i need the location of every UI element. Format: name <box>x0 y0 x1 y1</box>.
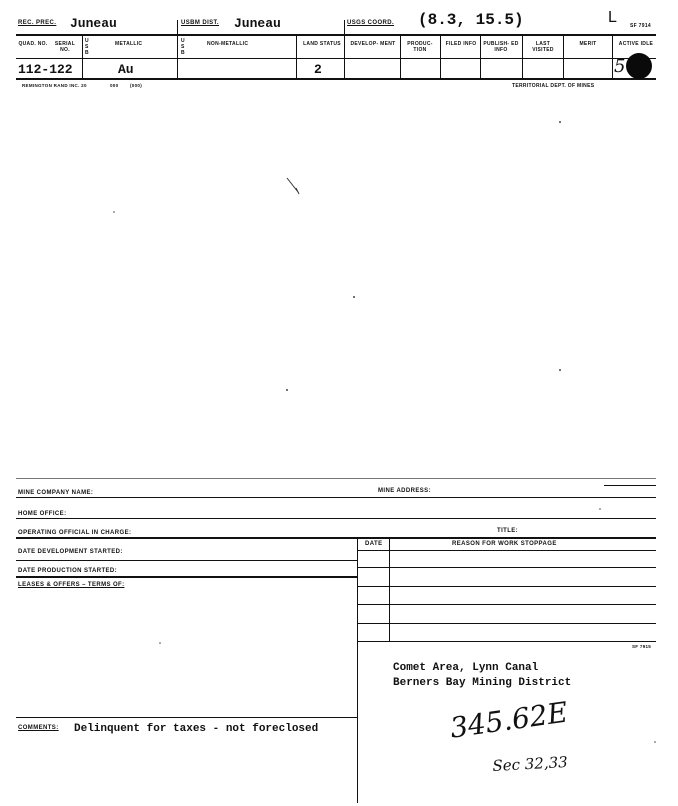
rec-prec-label: REC. PREC. <box>18 20 57 26</box>
home-office-label: HOME OFFICE: <box>18 511 67 517</box>
header-usb-metallic: U S B <box>85 38 89 56</box>
row-land-status: 2 <box>314 62 322 77</box>
top-form-number: SF 7914 <box>630 23 652 29</box>
comments-value: Delinquent for taxes - not foreclosed <box>74 723 319 735</box>
bottom-form-number: SF 7915 <box>632 644 652 649</box>
operating-official-label: OPERATING OFFICIAL IN CHARGE: <box>18 530 132 536</box>
comments-label: COMMENTS: <box>18 725 59 731</box>
corner-mark: L <box>608 9 617 26</box>
row-quad-serial: 112-122 <box>18 62 73 77</box>
mine-company-name-label: MINE COMPANY NAME: <box>18 490 94 496</box>
header-active-idle: ACTIVE IDLE <box>618 41 654 47</box>
date-development-label: DATE DEVELOPMENT STARTED: <box>18 549 123 555</box>
header-development: DEVELOP- MENT <box>350 41 396 47</box>
handwritten-section: Sec 32,33 <box>492 753 569 775</box>
location-line-2: Berners Bay Mining District <box>393 677 572 689</box>
usgs-coord-value: (8.3, 15.5) <box>418 11 524 29</box>
handwritten-coordinate: 345.62E <box>448 695 570 745</box>
top-footer-mid1: 000 <box>110 83 119 88</box>
header-last-visited: LAST VISITED <box>532 41 554 53</box>
usbm-dist-label: USBM DIST. <box>181 20 220 26</box>
header-quad-no: QUAD. NO. <box>18 41 48 47</box>
mine-address-label: MINE ADDRESS: <box>378 488 431 494</box>
header-land-status: LAND STATUS <box>303 41 341 47</box>
header-filed-info: FILED INFO <box>445 41 477 47</box>
row-metallic: Au <box>118 62 134 77</box>
header-merit: MERIT <box>579 41 597 47</box>
top-footer-right: TERRITORIAL DEPT. OF MINES <box>512 83 595 89</box>
top-footer-left: REMINGTON RAND INC. 20 <box>22 83 87 88</box>
header-published-info: PUBLISH- ED INFO <box>483 41 519 53</box>
header-usb-nonmetallic: U S B <box>181 38 185 56</box>
date-header: DATE <box>365 541 383 547</box>
header-non-metallic: NON-METALLIC <box>207 41 249 47</box>
date-production-label: DATE PRODUCTION STARTED: <box>18 568 118 574</box>
header-production: PRODUC- TION <box>407 41 433 53</box>
usgs-coord-label: USGS COORD. <box>347 20 395 26</box>
rec-prec-value: Juneau <box>70 16 117 31</box>
usbm-dist-value: Juneau <box>234 16 281 31</box>
row-active-idle-mark: 5 <box>614 56 626 77</box>
location-line-1: Comet Area, Lynn Canal <box>393 662 539 674</box>
header-serial-no: SERIAL NO. <box>54 41 76 53</box>
header-metallic: METALLIC <box>115 41 143 47</box>
top-footer-mid2: (000) <box>130 83 143 88</box>
leases-offers-label: LEASES & OFFERS – TERMS OF: <box>18 582 125 588</box>
title-label: TITLE: <box>497 528 519 534</box>
reason-header: REASON FOR WORK STOPPAGE <box>452 541 557 547</box>
